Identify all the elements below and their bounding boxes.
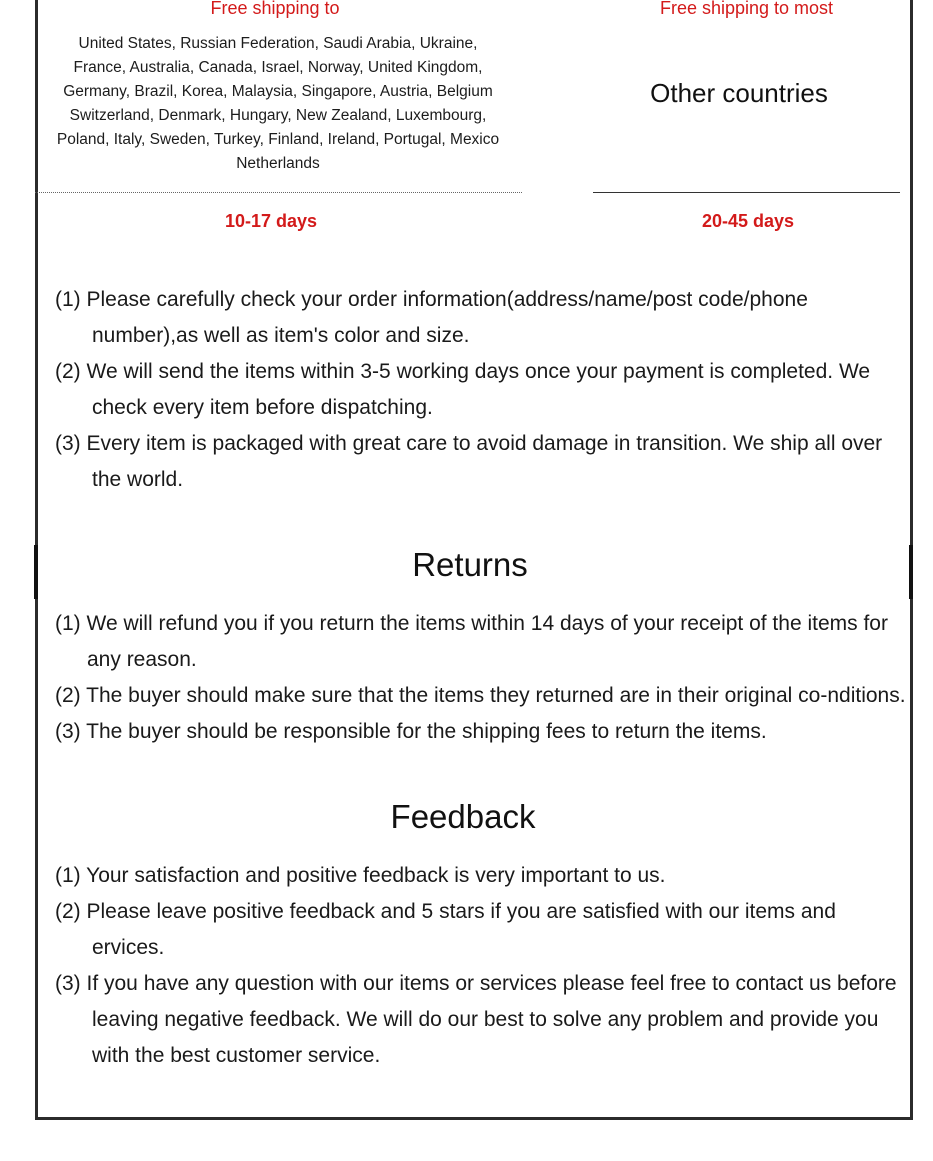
feedback-heading: Feedback bbox=[390, 798, 536, 835]
delivery-time-left: 10-17 days bbox=[224, 211, 318, 231]
feedback-item: (1) Your satisfaction and positive feedback is very important to us. bbox=[55, 864, 666, 887]
free-shipping-to-header: Free shipping to bbox=[210, 0, 340, 18]
returns-list bbox=[55, 606, 907, 750]
country-line: Germany, Brazil, Korea, Malaysia, Singapore, Austria, Belgium bbox=[63, 83, 493, 100]
frame-marker-left bbox=[34, 545, 38, 599]
returns-heading: Returns bbox=[412, 546, 528, 583]
returns-item: (3) The buyer should be responsible for the shipping fees to return the items. bbox=[55, 720, 767, 743]
delivery-time-right: 20-45 days bbox=[701, 211, 795, 231]
order-note-item: (1) Please carefully check your order information(address/name/post code/phone number),as well as item's color and size. bbox=[55, 288, 808, 347]
feedback-list bbox=[55, 858, 907, 1074]
divider-right bbox=[593, 192, 900, 193]
order-notes-list bbox=[55, 282, 907, 498]
country-list bbox=[33, 32, 523, 176]
frame-marker-right bbox=[909, 545, 913, 599]
other-countries-label: Other countries bbox=[650, 78, 828, 108]
country-line: United States, Russian Federation, Saudi Arabia, Ukraine, bbox=[78, 35, 478, 52]
returns-item: (2) The buyer should make sure that the items they returned are in their original co-nditions. bbox=[55, 684, 906, 707]
order-note-item: (3) Every item is packaged with great care to avoid damage in transition. We ship all over the world. bbox=[55, 432, 883, 491]
country-line: Netherlands bbox=[236, 155, 320, 172]
feedback-item: (2) Please leave positive feedback and 5 stars if you are satisfied with our items and ervices. bbox=[55, 900, 836, 959]
divider-left bbox=[35, 192, 522, 193]
free-shipping-to-most-header: Free shipping to most bbox=[659, 0, 834, 18]
order-note-item: (2) We will send the items within 3-5 working days once your payment is completed. We check every item before dispatching. bbox=[55, 360, 871, 419]
returns-item: (1) We will refund you if you return the items within 14 days of your receipt of the items for any reason. bbox=[55, 612, 888, 671]
country-line: Poland, Italy, Sweden, Turkey, Finland, Ireland, Portugal, Mexico bbox=[56, 131, 500, 148]
country-line: Switzerland, Denmark, Hungary, New Zealand, Luxembourg, bbox=[69, 107, 487, 124]
country-line: France, Australia, Canada, Israel, Norway, United Kingdom, bbox=[73, 59, 483, 76]
feedback-item: (3) If you have any question with our items or services please feel free to contact us before leaving negative feedback. We will do our best to solve any problem and provide you with the best customer service. bbox=[55, 972, 897, 1067]
